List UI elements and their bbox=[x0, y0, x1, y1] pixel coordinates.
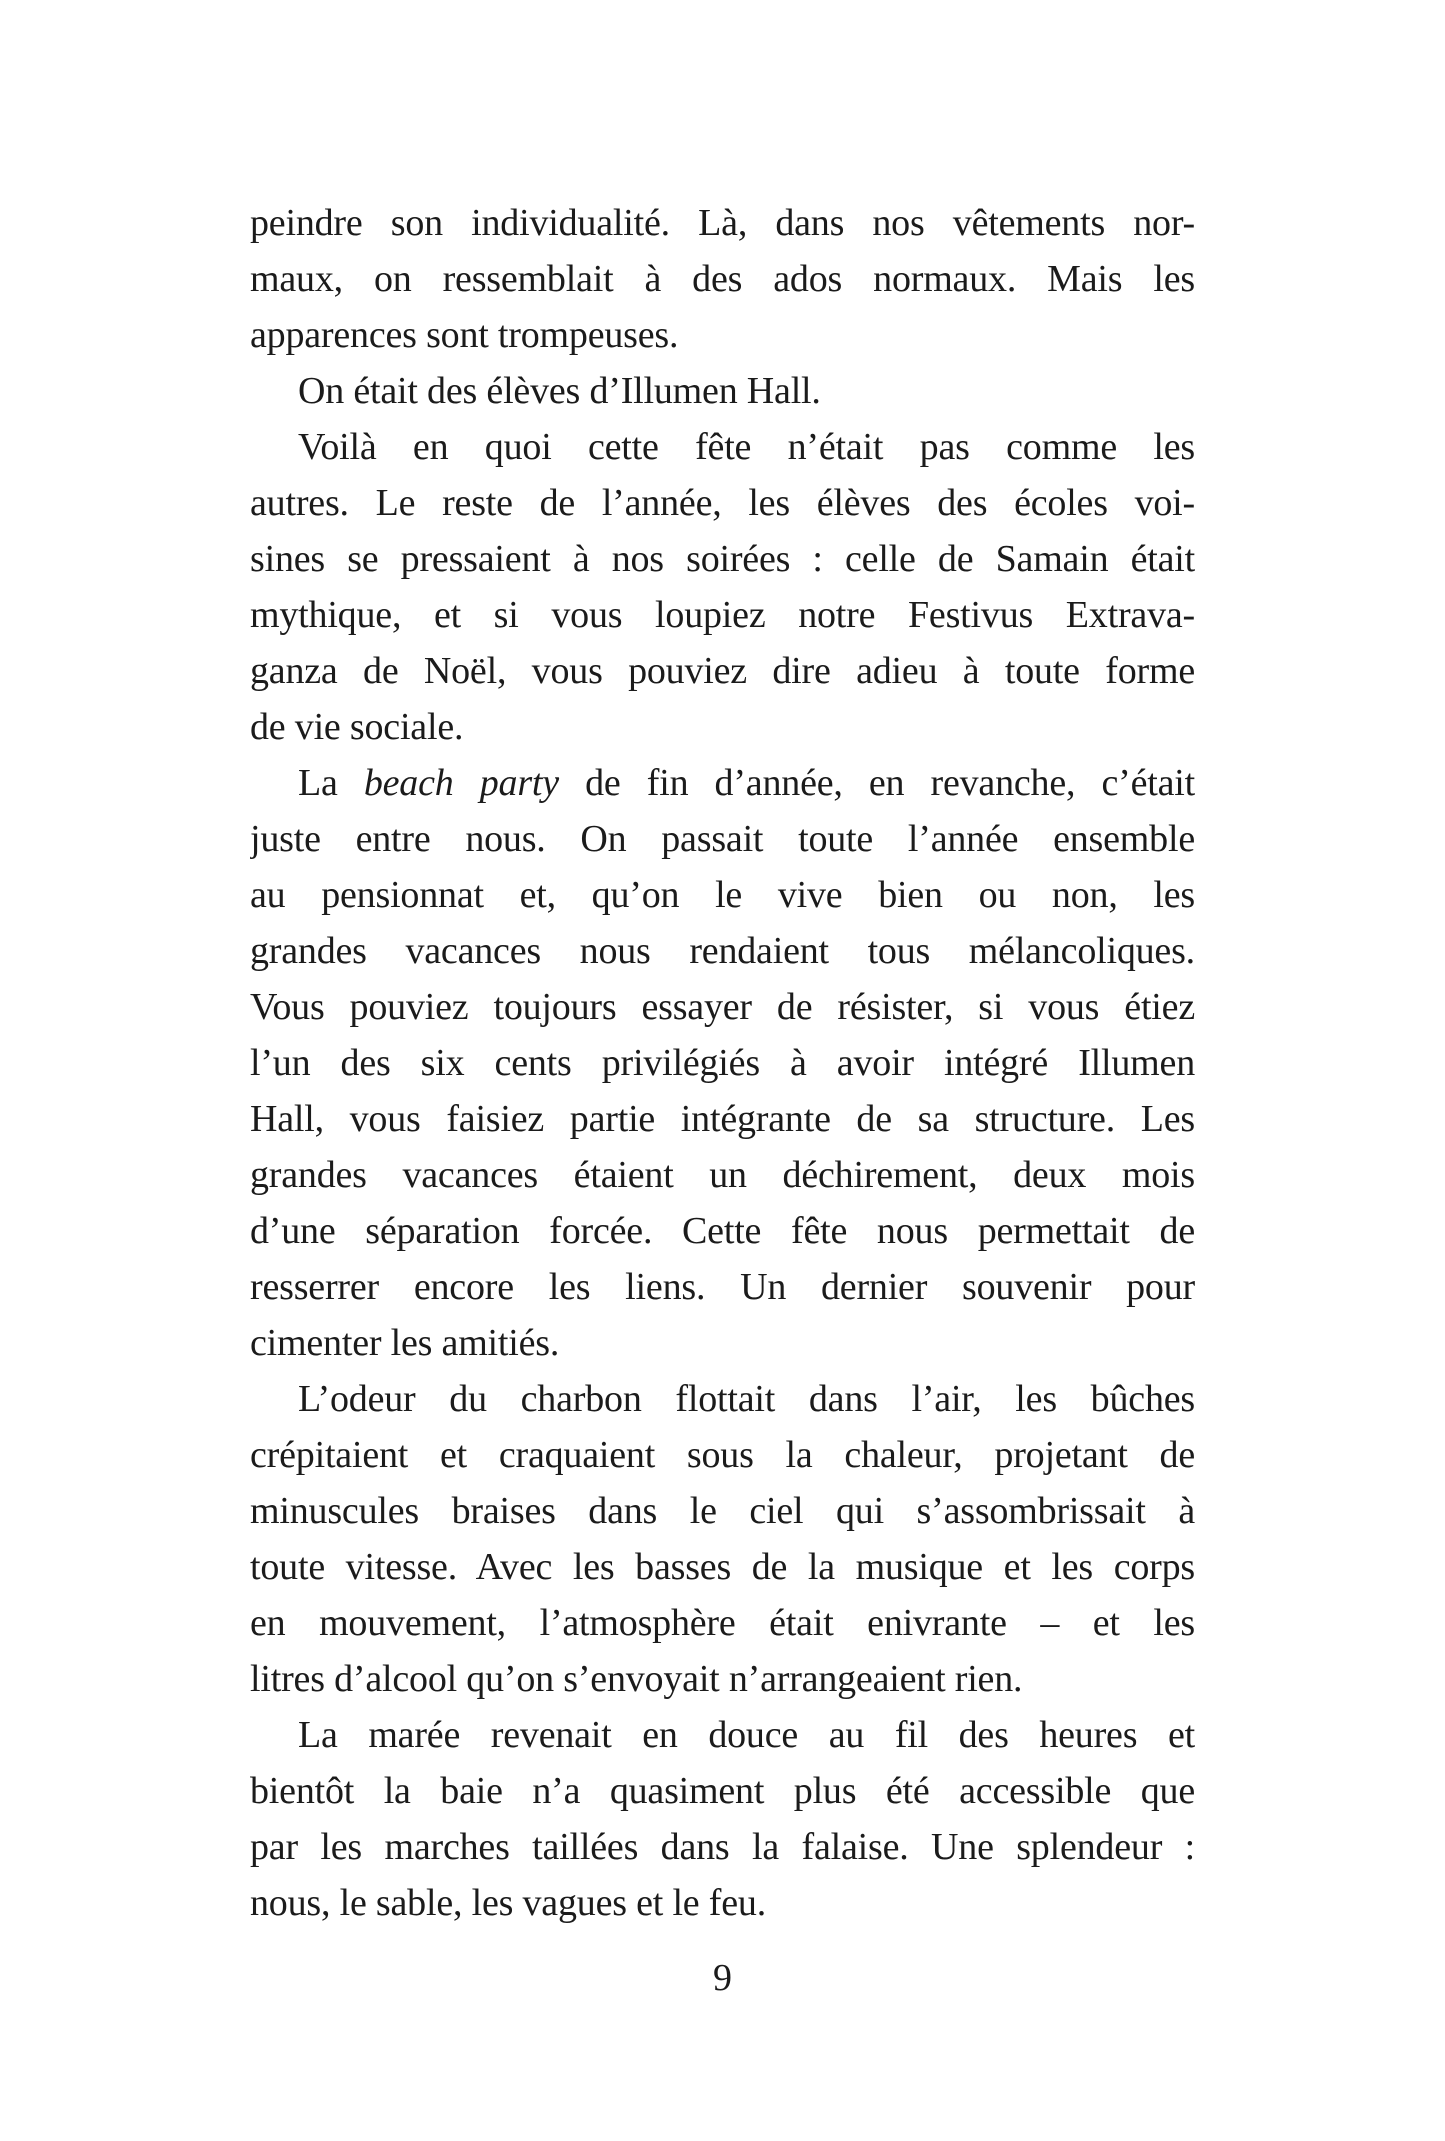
text-line bbox=[250, 1651, 1195, 1707]
text-line bbox=[250, 867, 1195, 923]
text-line bbox=[250, 1371, 1195, 1427]
text-line bbox=[250, 979, 1195, 1035]
text-segment: litres d’alcool qu’on s’envoyait n’arrangeaient rien. bbox=[250, 1658, 1023, 1700]
text-line bbox=[250, 1819, 1195, 1875]
text-segment: juste entre nous. On passait toute l’année ensemble bbox=[250, 818, 1195, 860]
text-line bbox=[250, 755, 1195, 811]
text-segment: toute vitesse. Avec les basses de la musique et les corps bbox=[250, 1546, 1195, 1588]
text-segment: La bbox=[298, 762, 364, 804]
text-line bbox=[250, 1875, 1195, 1931]
text-segment: l’un des six cents privilégiés à avoir intégré Illumen bbox=[250, 1042, 1195, 1084]
text-segment: ganza de Noël, vous pouviez dire adieu à toute forme bbox=[250, 650, 1195, 692]
text-segment: bientôt la baie n’a quasiment plus été accessible que bbox=[250, 1770, 1195, 1812]
text-segment: par les marches taillées dans la falaise. Une splendeur : bbox=[250, 1826, 1195, 1868]
text-line bbox=[250, 419, 1195, 475]
text-line bbox=[250, 1035, 1195, 1091]
text-segment: de fin d’année, en revanche, c’était bbox=[558, 762, 1195, 804]
text-line bbox=[250, 811, 1195, 867]
text-segment: au pensionnat et, qu’on le vive bien ou non, les bbox=[250, 874, 1195, 916]
text-line bbox=[250, 1259, 1195, 1315]
text-segment: resserrer encore les liens. Un dernier souvenir pour bbox=[250, 1266, 1195, 1308]
text-line bbox=[250, 587, 1195, 643]
text-segment: autres. Le reste de l’année, les élèves des écoles voi- bbox=[250, 482, 1195, 524]
text-segment: minuscules braises dans le ciel qui s’assombrissait à bbox=[250, 1490, 1195, 1532]
text-segment: apparences sont trompeuses. bbox=[250, 314, 679, 356]
paragraph bbox=[250, 195, 1195, 363]
text-segment: nous, le sable, les vagues et le feu. bbox=[250, 1882, 766, 1924]
text-line bbox=[250, 1091, 1195, 1147]
paragraph bbox=[250, 363, 1195, 419]
text-line bbox=[250, 1763, 1195, 1819]
text-segment: d’une séparation forcée. Cette fête nous permettait de bbox=[250, 1210, 1195, 1252]
text-segment: cimenter les amitiés. bbox=[250, 1322, 560, 1364]
text-line bbox=[250, 363, 1195, 419]
text-segment: de vie sociale. bbox=[250, 706, 464, 748]
text-segment: maux, on ressemblait à des ados normaux. Mais les bbox=[250, 258, 1195, 300]
text-line bbox=[250, 531, 1195, 587]
text-line bbox=[250, 1539, 1195, 1595]
paragraph bbox=[250, 419, 1195, 755]
paragraph bbox=[250, 1707, 1195, 1931]
text-line bbox=[250, 307, 1195, 363]
text-line bbox=[250, 1203, 1195, 1259]
text-segment: Voilà en quoi cette fête n’était pas comme les bbox=[298, 426, 1195, 468]
text-line bbox=[250, 643, 1195, 699]
text-segment: grandes vacances étaient un déchirement, deux mois bbox=[250, 1154, 1195, 1196]
paragraph bbox=[250, 755, 1195, 1371]
text-line bbox=[250, 1147, 1195, 1203]
text-segment: L’odeur du charbon flottait dans l’air, les bûches bbox=[298, 1378, 1195, 1420]
text-line bbox=[250, 195, 1195, 251]
text-segment: On était des élèves d’Illumen Hall. bbox=[298, 370, 821, 412]
text-line bbox=[250, 1483, 1195, 1539]
text-segment: sines se pressaient à nos soirées : celle de Samain était bbox=[250, 538, 1195, 580]
text-segment: mythique, et si vous loupiez notre Festivus Extrava- bbox=[250, 594, 1195, 636]
text-line bbox=[250, 1707, 1195, 1763]
text-line bbox=[250, 1315, 1195, 1371]
text-line bbox=[250, 923, 1195, 979]
text-line bbox=[250, 1595, 1195, 1651]
text-segment: grandes vacances nous rendaient tous mélancoliques. bbox=[250, 930, 1195, 972]
text-line bbox=[250, 699, 1195, 755]
text-segment: crépitaient et craquaient sous la chaleur, projetant de bbox=[250, 1434, 1195, 1476]
page-number: 9 bbox=[713, 1957, 732, 1999]
page-text bbox=[250, 195, 1195, 1931]
italic-text-segment: beach party bbox=[363, 762, 559, 804]
text-line bbox=[250, 1427, 1195, 1483]
text-line bbox=[250, 251, 1195, 307]
text-segment: La marée revenait en douce au fil des heures et bbox=[298, 1714, 1195, 1756]
text-line bbox=[250, 475, 1195, 531]
paragraph bbox=[250, 1371, 1195, 1707]
text-segment: peindre son individualité. Là, dans nos vêtements nor- bbox=[250, 202, 1195, 244]
text-segment: en mouvement, l’atmosphère était enivrante – et les bbox=[250, 1602, 1195, 1644]
text-segment: Vous pouviez toujours essayer de résister, si vous étiez bbox=[250, 986, 1195, 1028]
text-segment: Hall, vous faisiez partie intégrante de sa structure. Les bbox=[250, 1098, 1195, 1140]
